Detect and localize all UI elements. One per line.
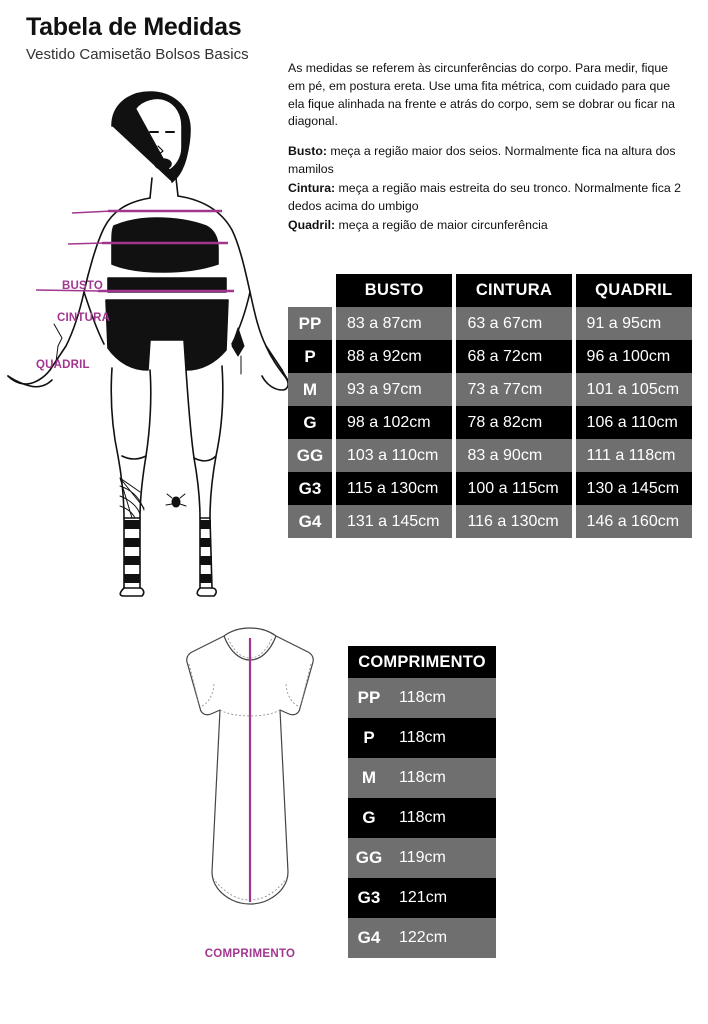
intro-paragraph: As medidas se referem às circunferências do corpo. Para medir, fique em pé, em postura ereta. Use uma fita métrica, com cuidado para que ela fique alinhada na frente e atrás do corpo, sem se dobrar ou ficar na diagonal. xyxy=(288,61,675,129)
table-row xyxy=(348,718,496,758)
table-row xyxy=(288,505,692,538)
row-size: G3 xyxy=(348,878,390,918)
table-row xyxy=(288,307,692,340)
row-quadril: 130 a 145cm xyxy=(576,472,692,505)
row-busto: 103 a 110cm xyxy=(336,439,452,472)
table-row xyxy=(288,373,692,406)
table-row xyxy=(348,878,496,918)
row-size: GG xyxy=(288,439,332,472)
table-row xyxy=(348,758,496,798)
body-figure-svg xyxy=(0,78,288,598)
row-cintura: 78 a 82cm xyxy=(456,406,571,439)
definition-busto-term: Busto: xyxy=(288,144,327,159)
table-row xyxy=(348,798,496,838)
row-length: 119cm xyxy=(390,838,496,878)
header-cell-cintura: CINTURA xyxy=(456,274,571,307)
row-size: M xyxy=(288,373,332,406)
row-quadril: 106 a 110cm xyxy=(576,406,692,439)
dress-caption: COMPRIMENTO xyxy=(204,948,296,960)
definition-quadril xyxy=(288,217,688,235)
definition-cintura-term: Cintura: xyxy=(288,180,336,195)
row-size: G4 xyxy=(348,918,390,958)
row-busto: 98 a 102cm xyxy=(336,406,452,439)
header-cell-size xyxy=(288,274,332,307)
row-size: M xyxy=(348,758,390,798)
figure-label-busto: BUSTO xyxy=(62,280,104,292)
row-size: P xyxy=(288,340,332,373)
row-quadril: 111 a 118cm xyxy=(576,439,692,472)
definition-quadril-text: meça a região de maior circunferência xyxy=(335,217,548,232)
table-row xyxy=(288,472,692,505)
row-cintura: 73 a 77cm xyxy=(456,373,571,406)
row-cintura: 83 a 90cm xyxy=(456,439,571,472)
definition-cintura-text: meça a região mais estreita do seu tronco. Normalmente fica 2 dedos acima do umbigo xyxy=(288,180,681,213)
row-cintura: 116 a 130cm xyxy=(456,505,571,538)
table-row xyxy=(348,838,496,878)
row-size: PP xyxy=(288,307,332,340)
row-size: PP xyxy=(348,678,390,718)
measurements-table xyxy=(288,274,692,538)
page-header xyxy=(26,14,286,63)
table-row xyxy=(348,678,496,718)
row-length: 122cm xyxy=(390,918,496,958)
definition-busto xyxy=(288,143,688,179)
row-cintura: 100 a 115cm xyxy=(456,472,571,505)
page-subtitle: Vestido Camisetão Bolsos Basics xyxy=(26,45,249,63)
row-cintura: 63 a 67cm xyxy=(456,307,571,340)
row-size: GG xyxy=(348,838,390,878)
row-busto: 83 a 87cm xyxy=(336,307,452,340)
row-busto: 115 a 130cm xyxy=(336,472,452,505)
row-quadril: 146 a 160cm xyxy=(576,505,692,538)
length-table xyxy=(348,646,496,958)
row-length: 118cm xyxy=(390,798,496,838)
header-cell-busto: BUSTO xyxy=(336,274,452,307)
row-length: 121cm xyxy=(390,878,496,918)
row-size: P xyxy=(348,718,390,758)
row-size: G xyxy=(288,406,332,439)
length-table-header: COMPRIMENTO xyxy=(348,646,496,678)
row-quadril: 96 a 100cm xyxy=(576,340,692,373)
row-length: 118cm xyxy=(390,678,496,718)
body-figure-illustration xyxy=(0,78,288,598)
definition-busto-text: meça a região maior dos seios. Normalmente fica na altura dos mamilos xyxy=(288,144,676,177)
row-size: G4 xyxy=(288,505,332,538)
table-row xyxy=(348,918,496,958)
figure-label-quadril: QUADRIL xyxy=(36,359,90,371)
length-table-header-row xyxy=(348,646,496,678)
intro-text-block xyxy=(288,60,688,235)
measurement-leader-lines xyxy=(36,211,112,291)
definition-cintura xyxy=(288,180,688,216)
row-busto: 93 a 97cm xyxy=(336,373,452,406)
row-quadril: 91 a 95cm xyxy=(576,307,692,340)
row-busto: 131 a 145cm xyxy=(336,505,452,538)
dress-illustration-svg xyxy=(150,622,350,952)
definition-quadril-term: Quadril: xyxy=(288,217,336,232)
table-row xyxy=(288,406,692,439)
page-title: Tabela de Medidas xyxy=(26,13,242,41)
row-size: G xyxy=(348,798,390,838)
row-size: G3 xyxy=(288,472,332,505)
row-cintura: 68 a 72cm xyxy=(456,340,571,373)
row-busto: 88 a 92cm xyxy=(336,340,452,373)
table-header-row xyxy=(288,274,692,307)
dress-illustration xyxy=(150,622,350,962)
header-cell-quadril: QUADRIL xyxy=(576,274,692,307)
row-quadril: 101 a 105cm xyxy=(576,373,692,406)
table-row xyxy=(288,439,692,472)
figure-label-cintura: CINTURA xyxy=(57,312,111,324)
table-row xyxy=(288,340,692,373)
row-length: 118cm xyxy=(390,718,496,758)
row-length: 118cm xyxy=(390,758,496,798)
measurement-definitions xyxy=(288,143,688,234)
